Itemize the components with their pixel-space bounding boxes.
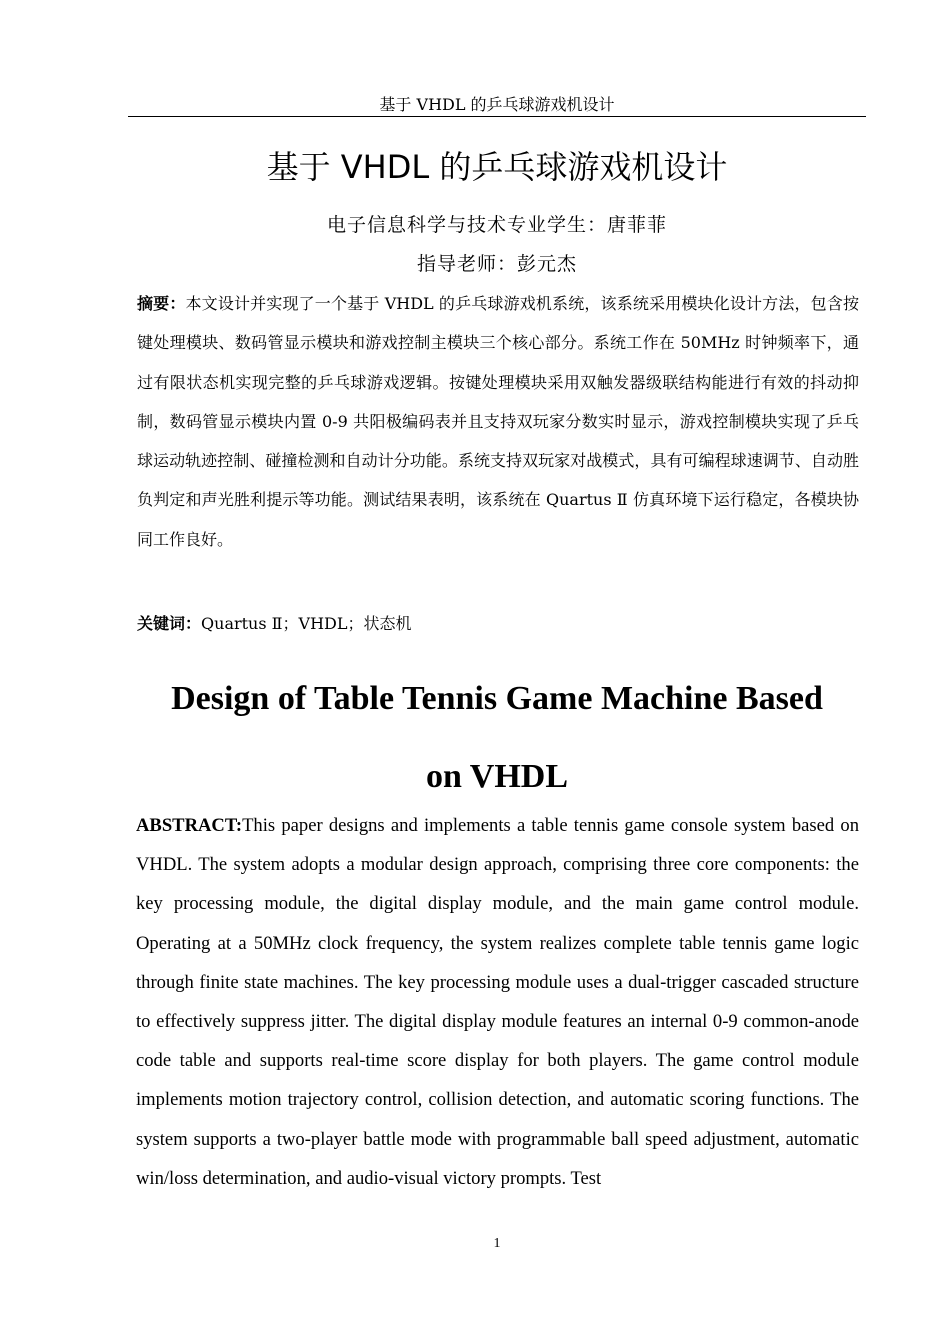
chinese-abstract-label: 摘要： (137, 294, 186, 313)
english-abstract-label: ABSTRACT: (136, 815, 243, 836)
english-title-line-1: Design of Table Tennis Game Machine Based (171, 680, 823, 717)
advisor-line: 指导老师：彭元杰 (416, 253, 577, 275)
chinese-title: 基于 VHDL 的乒乓球游戏机设计 (266, 148, 728, 186)
chinese-keywords (137, 610, 859, 638)
header-divider (128, 116, 866, 117)
keywords-label: 关键词： (137, 614, 202, 633)
author-line: 电子信息科学与技术专业学生：唐菲菲 (326, 214, 667, 236)
english-title-line-2: on VHDL (425, 758, 569, 795)
running-header: 基于 VHDL 的乒乓球游戏机设计 (379, 95, 615, 114)
keywords-text: Quartus Ⅱ；VHDL；状态机 (201, 614, 412, 633)
chinese-abstract (137, 284, 859, 559)
chinese-abstract-text: 本文设计并实现了一个基于 VHDL 的乒乓球游戏机系统，该系统采用模块化设计方法，包含按键处理模块、数码管显示模块和游戏控制主模块三个核心部分。系统工作在 50MHz 时钟频率下，通过有限状态机实现完整的乒乓球游戏逻辑。按键处理模块采用双触发器级联结构能进行有效的抖动抑制，数码管显示模块内置 0-9 共阳极编码表并且支持双玩家分数实时显示，游戏控制模块实现了乒乓球运动轨迹控制、碰撞检测和自动计分功能。系统支持双玩家对战模式，具有可编程球速调节、自动胜负判定和声光胜利提示等功能。测试结果表明，该系统在 Quartus Ⅱ 仿真环境下运行稳定，各模块协同工作良好。 (137, 294, 859, 549)
english-abstract-text: This paper designs and implements a table tennis game console system based on VHDL. The system adopts a modular design approach, comprising three core components: the key processing module, the digital display module, and the main game control module. Operating at a 50MHz clock frequency, the system realizes complete table tennis game logic through finite state machines. The key processing module uses a dual-trigger cascaded structure to effectively suppress jitter. The digital display module features an internal 0-9 common-anode code table and supports real-time score display for both players. The game control module implements motion trajectory control, collision detection, and automatic scoring functions. The system supports a two-player battle mode with programmable ball speed adjustment, automatic win/loss determination, and audio-visual victory prompts. Test (136, 815, 859, 1189)
page-number: 1 (493, 1236, 501, 1251)
english-abstract (136, 806, 859, 1198)
english-title (128, 660, 866, 816)
